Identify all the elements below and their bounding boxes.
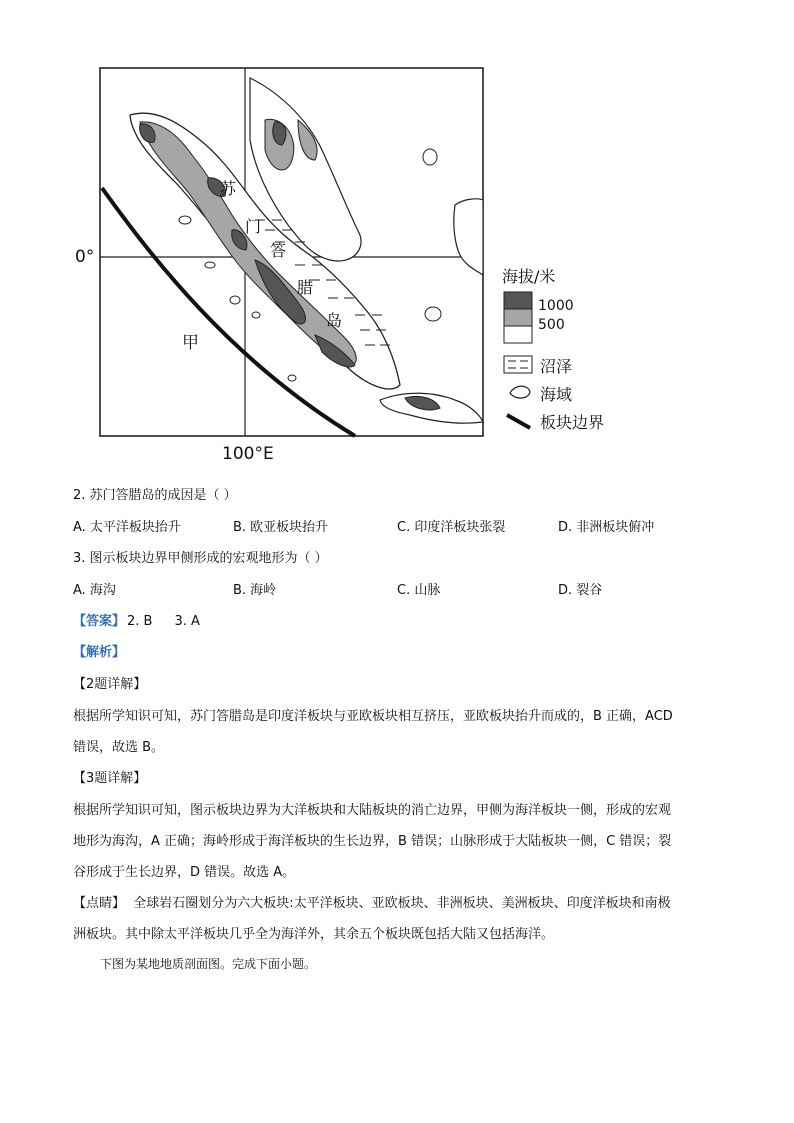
tip-line-2: 洲板块。其中除太平洋板块几乎全为海洋外，其余五个板块既包括大陆又包括海洋。: [73, 927, 555, 942]
small-island: [288, 375, 296, 381]
latitude-label: 0°: [75, 247, 95, 267]
detail-3-line-2: 地形为海沟，A 正确；海岭形成于海洋板块的生长边界，B 错误；山脉形成于大陆板块一侧，C 错误；裂: [73, 834, 672, 849]
detail-3-tag: 【3题详解】: [73, 771, 147, 786]
detail-3-line-1: 根据所学知识可知，图示板块边界为大洋板块和大陆板块的消亡边界，甲侧为海洋板块一侧，形成的宏观: [73, 803, 672, 818]
analysis-tag: 【解析】: [73, 645, 126, 660]
answer-line: [73, 610, 222, 629]
answer-tag: 【答案】: [73, 614, 126, 629]
detail-2-line-1: 根据所学知识可知，苏门答腊岛是印度洋板块与亚欧板块相互挤压，亚欧板块抬升而成的，B 正确，ACD: [73, 709, 673, 724]
legend-swatch-swamp: [504, 356, 532, 373]
q2-option-c: C. 印度洋板块张裂: [397, 520, 506, 535]
place-char-da: 答: [270, 241, 287, 260]
q2-option-b: B. 欧亚板块抬升: [233, 520, 329, 535]
tip-line-1: [73, 892, 671, 911]
detail-3-line-3: 谷形成于生长边界，D 错误。故选 A。: [73, 865, 296, 880]
q3-option-a: A. 海沟: [73, 583, 116, 598]
place-char-dao: 岛: [326, 311, 343, 330]
legend-sea-label: 海域: [540, 385, 573, 404]
question-2-stem: 2. 苏门答腊岛的成因是（ ）: [73, 488, 237, 503]
next-section-intro: 下图为某地地质剖面图。完成下面小题。: [100, 957, 317, 971]
legend-level-500: 500: [538, 317, 565, 333]
question-3-stem: 3. 图示板块边界甲侧形成的宏观地形为（ ）: [73, 551, 328, 566]
small-island: [230, 296, 240, 304]
detail-2-tag: 【2题详解】: [73, 677, 147, 692]
legend-boundary-label: 板块边界: [540, 413, 605, 432]
q2-option-d: D. 非洲板块俯冲: [558, 520, 655, 535]
q3-option-d: D. 裂谷: [558, 583, 603, 598]
place-char-su: 苏: [220, 179, 237, 198]
place-char-la: 腊: [297, 278, 314, 297]
answer-2: 2. B: [127, 614, 153, 629]
q2-option-a: A. 太平洋板块抬升: [73, 520, 181, 535]
small-island: [179, 216, 191, 224]
small-island: [252, 312, 260, 318]
place-char-men: 门: [245, 217, 262, 236]
legend-swamp-label: 沼泽: [540, 357, 573, 376]
answer-3: 3. A: [174, 614, 200, 629]
tip-tag: 【点睛】: [73, 896, 126, 911]
legend-title: 海拔/米: [502, 267, 556, 286]
legend-level-1000: 1000: [538, 298, 574, 314]
q3-option-c: C. 山脉: [397, 583, 441, 598]
legend-boundary-icon: [507, 415, 530, 428]
region-label-jia: 甲: [182, 333, 199, 353]
small-island: [205, 262, 215, 268]
q3-option-b: B. 海岭: [233, 583, 277, 598]
sumatra-map-figure: [60, 60, 640, 470]
small-island: [423, 149, 437, 165]
longitude-label: 100°E: [222, 444, 274, 464]
legend-swatch-500: [504, 309, 532, 326]
legend-sea-icon: [510, 386, 530, 398]
small-island: [425, 307, 441, 321]
detail-2-line-2: 错误，故选 B。: [73, 740, 165, 755]
tip-text-1: 全球岩石圈划分为六大板块:太平洋板块、亚欧板块、非洲板块、美洲板块、印度洋板块和南极: [133, 896, 671, 911]
legend-swatch-1000: [504, 292, 532, 309]
legend-swatch-low: [504, 326, 532, 343]
